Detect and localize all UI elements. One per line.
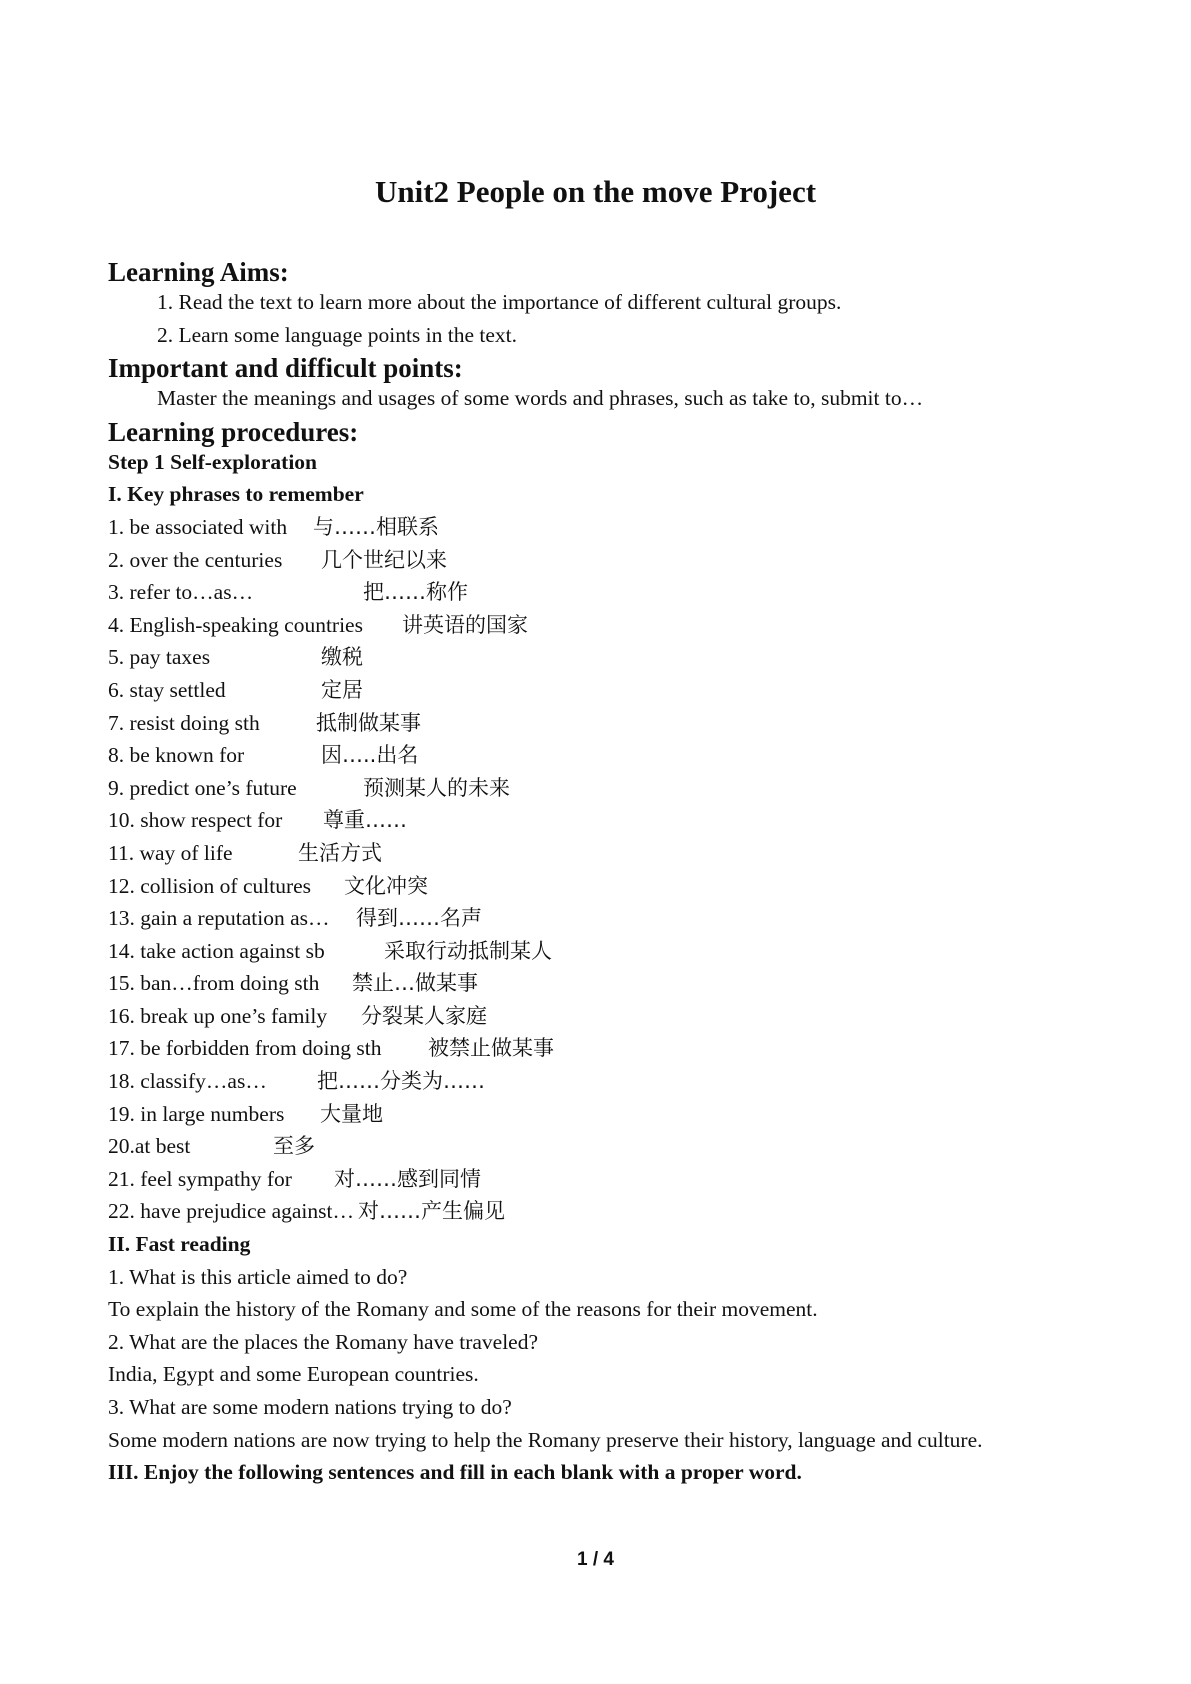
- phrase-item: [108, 837, 1068, 870]
- step1-heading: Step 1 Self-exploration: [108, 449, 318, 474]
- aim-item: 1. Read the text to learn more about the importance of different cultural groups.: [157, 290, 842, 314]
- fast-reading-answer: To explain the history of the Romany and some of the reasons for their movement.: [108, 1297, 818, 1322]
- phrase-en: 19. in large numbers: [108, 1101, 285, 1126]
- phrase-zh: 采取行动抵制某人: [384, 938, 552, 963]
- phrase-en: 18. classify…as…: [108, 1069, 267, 1094]
- important-points-heading: Important and difficult points:: [108, 353, 463, 384]
- phrase-item: [108, 511, 1068, 544]
- phrase-zh: 生活方式: [298, 840, 382, 865]
- phrase-item: [108, 544, 1068, 577]
- phrase-item: [108, 935, 1068, 968]
- document-title: Unit2 People on the move Project: [374, 174, 817, 209]
- phrase-en: 16. break up one’s family: [108, 1003, 328, 1028]
- phrase-zh: 定居: [321, 677, 363, 702]
- phrase-zh: 抵制做某事: [316, 710, 421, 735]
- phrase-en: 7. resist doing sth: [108, 710, 260, 735]
- phrase-zh: 讲英语的国家: [402, 612, 528, 637]
- fast-reading-question: 3. What are some modern nations trying to do?: [108, 1395, 512, 1419]
- phrase-zh: 把……分类为……: [317, 1069, 485, 1094]
- document-body: [108, 255, 1068, 1489]
- phrase-en: 10. show respect for: [108, 808, 283, 833]
- phrase-en: 9. predict one’s future: [108, 775, 297, 800]
- phrase-item: [108, 1032, 1068, 1065]
- section3-heading: III. Enjoy the following sentences and fill in each blank with a proper word.: [108, 1460, 802, 1485]
- phrase-item: [108, 772, 1068, 805]
- phrase-zh: 对……产生偏见: [358, 1199, 505, 1224]
- aim-item: 2. Learn some language points in the text.: [157, 322, 518, 347]
- phrase-item: [108, 1130, 1068, 1163]
- phrase-item: [108, 1065, 1068, 1098]
- phrase-zh: 几个世纪以来: [321, 547, 447, 572]
- phrase-en: 22. have prejudice against…: [108, 1199, 354, 1224]
- phrase-item: [108, 967, 1068, 1000]
- phrase-item: [108, 804, 1068, 837]
- phrase-en: 14. take action against sb: [108, 938, 325, 963]
- phrase-zh: 禁止…做某事: [352, 971, 478, 996]
- phrase-zh: 缴税: [321, 645, 363, 670]
- page-number: 1 / 4: [577, 1549, 614, 1570]
- phrase-en: 2. over the centuries: [108, 547, 283, 572]
- phrase-item: [108, 1000, 1068, 1033]
- phrase-en: 8. be known for: [108, 743, 245, 768]
- fast-reading-question: 2. What are the places the Romany have traveled?: [108, 1329, 539, 1354]
- phrase-zh: 尊重……: [323, 808, 407, 833]
- fast-reading-answer: India, Egypt and some European countries.: [108, 1362, 479, 1387]
- phrase-item: [108, 1195, 1068, 1228]
- phrase-zh: 因…..出名: [321, 743, 419, 768]
- phrase-item: [108, 707, 1068, 740]
- phrase-en: 17. be forbidden from doing sth: [108, 1036, 382, 1061]
- phrase-en: 11. way of life: [108, 840, 233, 865]
- fast-reading-answer: Some modern nations are now trying to help the Romany preserve their history, language and culture.: [108, 1427, 983, 1452]
- phrase-en: 5. pay taxes: [108, 645, 211, 670]
- phrase-zh: 对……感到同情: [334, 1166, 481, 1191]
- phrase-en: 20.at best: [108, 1134, 191, 1159]
- phrase-item: [108, 902, 1068, 935]
- phrase-zh: 与……相联系: [313, 514, 439, 539]
- phrase-en: 13. gain a reputation as…: [108, 906, 330, 931]
- phrase-zh: 大量地: [320, 1101, 383, 1126]
- phrase-en: 6. stay settled: [108, 677, 226, 702]
- phrase-zh: 分裂某人家庭: [361, 1003, 487, 1028]
- phrase-item: [108, 641, 1068, 674]
- phrase-en: 1. be associated with: [108, 514, 288, 539]
- fast-reading-question: 1. What is this article aimed to do?: [108, 1264, 408, 1289]
- phrase-item: [108, 739, 1068, 772]
- phrase-en: 12. collision of cultures: [108, 873, 312, 898]
- phrase-zh: 至多: [273, 1134, 315, 1159]
- phrase-item: [108, 1163, 1068, 1196]
- phrase-en: 15. ban…from doing sth: [108, 971, 320, 996]
- phrase-item: [108, 1098, 1068, 1131]
- fast-reading-heading: II. Fast reading: [108, 1232, 251, 1257]
- phrase-en: 21. feel sympathy for: [108, 1166, 292, 1191]
- phrase-zh: 被禁止做某事: [428, 1036, 554, 1061]
- phrase-item: [108, 674, 1068, 707]
- phrase-zh: 得到……名声: [356, 906, 482, 931]
- phrase-en: 3. refer to…as…: [108, 580, 254, 605]
- important-points-text: Master the meanings and usages of some words and phrases, such as take to, submit to…: [157, 386, 924, 411]
- phrase-zh: 预测某人的未来: [363, 775, 510, 800]
- learning-aims-heading: Learning Aims:: [108, 257, 289, 287]
- phrase-item: [108, 609, 1068, 642]
- phrase-item: [108, 870, 1068, 903]
- learning-procedures-heading: Learning procedures:: [108, 416, 359, 447]
- phrase-item: [108, 576, 1068, 609]
- phrase-en: 4. English-speaking countries: [108, 612, 363, 637]
- key-phrases-heading: I. Key phrases to remember: [108, 482, 364, 507]
- key-phrases-list: [108, 511, 1068, 1228]
- phrase-zh: 把……称作: [363, 580, 468, 605]
- phrase-zh: 文化冲突: [344, 873, 428, 898]
